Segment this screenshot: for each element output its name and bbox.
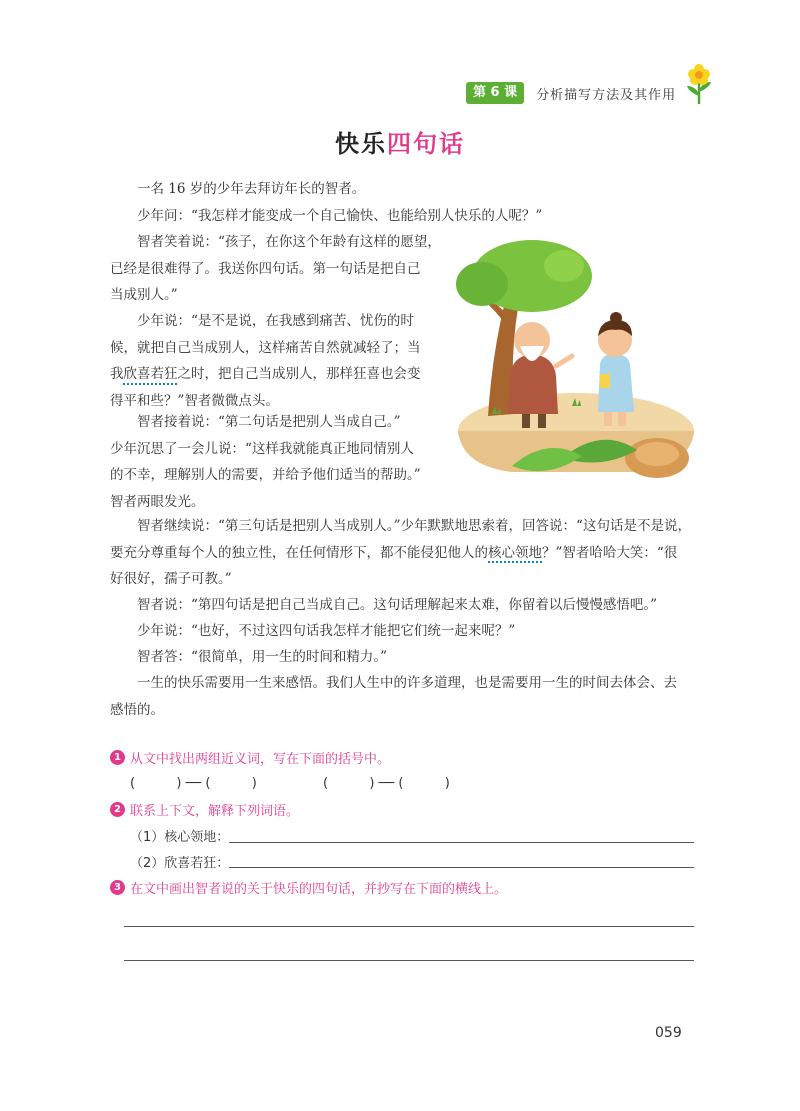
answer-line[interactable]: [124, 960, 694, 961]
page-title: [0, 124, 800, 159]
answer-line[interactable]: [229, 867, 694, 868]
answer-line[interactable]: [229, 842, 694, 843]
question-number: 3: [110, 880, 125, 895]
question-1: 1 从文中找出两组近义词，写在下面的括号中。: [110, 748, 390, 767]
question-2-item-2: （2）欣喜若狂：: [130, 856, 230, 871]
title-part-2: 四句话: [387, 130, 465, 158]
story-paragraph-2: 少年问：“我怎样才能变成一个自己愉快、也能给别人快乐的人呢？”: [137, 208, 543, 224]
question-3: 3 在文中画出智者说的关于快乐的四句话，并抄写在下面的横线上。: [110, 878, 507, 897]
lesson-badge: 第 6 课: [466, 82, 524, 104]
title-part-1: 快乐: [335, 130, 387, 158]
story-paragraph-5: 智者接着说：“第二句话是把别人当成自己。” 少年沉思了一会儿说：“这样我就能真正地同情别人 的不幸，理解别人的需要，并给予他们适当的帮助。” 智者两眼发光。: [110, 414, 421, 510]
question-number: 2: [110, 802, 125, 817]
story-paragraph-7: 智者说：“第四句话是把自己当成自己。这句话理解起来太难，你留着以后慢慢感悟吧。”: [137, 597, 658, 613]
question-2-item-1: （1）核心领地：: [130, 830, 230, 845]
story-paragraph-4: 少年说：“是不是说，在我感到痛苦、忧伤的时 候，就把自己当成别人，这样痛苦自然就减轻了；当 我欣喜若狂之时，把自己当成别人，那样狂喜也会变 得平和些？”智者微微点头。: [110, 313, 421, 409]
sage-and-youth-illustration: [452, 236, 700, 486]
story-paragraph-1: 一名 16 岁的少年去拜访年长的智者。: [137, 181, 366, 197]
question-2: 2 联系上下文，解释下列词语。: [110, 800, 299, 819]
story-paragraph-6: 智者继续说：“第三句话是把别人当成别人。”少年默默地思索着，回答说：“这句话是不是说， 要充分尊重每个人的独立性，在任何情形下，都不能侵犯他人的核心领地？”智者哈哈大笑：“很 好很好，孺子可教。”: [110, 518, 691, 587]
keyword-xinxiruokuang: 欣喜若狂: [123, 366, 178, 382]
question-number: 1: [110, 750, 125, 765]
story-paragraph-9: 智者答：“很简单，用一生的时间和精力。”: [137, 649, 388, 665]
lesson-header: [466, 82, 676, 104]
story-paragraph-8: 少年说：“也好，不过这四句话我怎样才能把它们统一起来呢？”: [137, 623, 516, 639]
flower-icon: [684, 62, 714, 106]
story-paragraph-10: 一生的快乐需要用一生来感悟。我们人生中的许多道理，也是需要用一生的时间去体会、去 感悟的。: [110, 675, 677, 718]
lesson-topic: 分析描写方法及其作用: [536, 87, 677, 103]
synonym-blanks[interactable]: ( ) ── ( ) ( ) ── ( ): [130, 776, 450, 791]
answer-line[interactable]: [124, 926, 694, 927]
page-number: 059: [655, 1025, 682, 1041]
keyword-hexinlingdi: 核心领地: [488, 544, 542, 561]
story-paragraph-3: 智者笑着说：“孩子，在你这个年龄有这样的愿望， 已经是很难得了。我送你四句话。第一句话是把自己 当成别人。”: [110, 234, 441, 303]
